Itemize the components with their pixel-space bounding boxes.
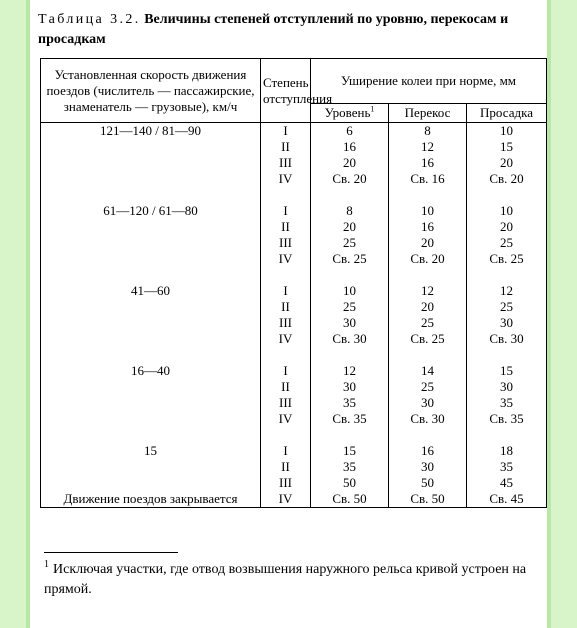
degree-cell: II (261, 459, 311, 475)
degree-cell: IV (261, 491, 311, 508)
speed-cell: 121—140 / 81—90 (41, 123, 261, 140)
footnote-mark: 1 (44, 559, 49, 571)
speed-cell (41, 379, 261, 395)
table-row (41, 219, 547, 235)
level-cell: 35 (311, 459, 389, 475)
spacer-cell (389, 267, 467, 283)
spacer-cell (389, 347, 467, 363)
header-skew: Перекос (389, 104, 467, 123)
spacer-cell (41, 267, 261, 283)
level-cell: Св. 20 (311, 171, 389, 187)
degree-cell: III (261, 235, 311, 251)
speed-cell (41, 299, 261, 315)
skew-cell: 25 (389, 379, 467, 395)
spacer-cell (261, 347, 311, 363)
skew-cell: 30 (389, 459, 467, 475)
table-row (41, 123, 547, 140)
sag-cell: 45 (467, 475, 547, 491)
header-widening: Уширение колеи при норме, мм (311, 59, 547, 104)
speed-cell (41, 459, 261, 475)
degree-cell: III (261, 475, 311, 491)
group-spacer (41, 347, 547, 363)
skew-cell: 8 (389, 123, 467, 140)
skew-cell: 10 (389, 203, 467, 219)
speed-cell (41, 219, 261, 235)
level-cell: 10 (311, 283, 389, 299)
table-label: Таблица 3.2. (38, 12, 141, 27)
table-row (41, 331, 547, 347)
spacer-cell (389, 187, 467, 203)
level-cell: 20 (311, 219, 389, 235)
speed-cell: 16—40 (41, 363, 261, 379)
speed-cell (41, 395, 261, 411)
table-row (41, 491, 547, 508)
sag-cell: 20 (467, 155, 547, 171)
level-cell: Св. 50 (311, 491, 389, 508)
sag-cell: 35 (467, 459, 547, 475)
group-spacer (41, 267, 547, 283)
level-cell: Св. 25 (311, 251, 389, 267)
group-spacer (41, 187, 547, 203)
sag-cell: 20 (467, 219, 547, 235)
degree-cell: I (261, 123, 311, 140)
speed-cell (41, 411, 261, 427)
degree-cell: I (261, 283, 311, 299)
table-row (41, 299, 547, 315)
spacer-cell (311, 427, 389, 443)
speed-cell (41, 139, 261, 155)
skew-cell: 30 (389, 395, 467, 411)
spacer-cell (311, 267, 389, 283)
skew-cell: 12 (389, 283, 467, 299)
spacer-cell (389, 427, 467, 443)
spacer-cell (261, 427, 311, 443)
spacer-cell (467, 427, 547, 443)
table-row (41, 395, 547, 411)
speed-cell: 15 (41, 443, 261, 459)
level-cell: 30 (311, 315, 389, 331)
degree-cell: II (261, 219, 311, 235)
spacer-cell (261, 187, 311, 203)
spacer-cell (311, 187, 389, 203)
degree-cell: I (261, 363, 311, 379)
sag-cell: 30 (467, 315, 547, 331)
table-row (41, 139, 547, 155)
sag-cell: Св. 20 (467, 171, 547, 187)
degree-cell: III (261, 155, 311, 171)
skew-cell: Св. 20 (389, 251, 467, 267)
skew-cell: Св. 16 (389, 171, 467, 187)
level-cell: 50 (311, 475, 389, 491)
header-sag: Просадка (467, 104, 547, 123)
degree-cell: II (261, 379, 311, 395)
spacer-cell (467, 187, 547, 203)
speed-cell (41, 475, 261, 491)
table-row (41, 155, 547, 171)
speed-cell (41, 331, 261, 347)
level-cell: 12 (311, 363, 389, 379)
skew-cell: 50 (389, 475, 467, 491)
table-row (41, 283, 547, 299)
degree-cell: IV (261, 171, 311, 187)
table-row (41, 443, 547, 459)
skew-cell: Св. 50 (389, 491, 467, 508)
skew-cell: 20 (389, 299, 467, 315)
sag-cell: 15 (467, 363, 547, 379)
level-cell: Св. 35 (311, 411, 389, 427)
degree-cell: IV (261, 411, 311, 427)
footnote-divider (44, 552, 178, 553)
level-cell: 8 (311, 203, 389, 219)
sag-cell: Св. 30 (467, 331, 547, 347)
speed-cell (41, 171, 261, 187)
header-level: Уровень$^1$ (311, 104, 389, 123)
spacer-cell (311, 347, 389, 363)
table-row (41, 475, 547, 491)
level-cell: 25 (311, 299, 389, 315)
table-row (41, 251, 547, 267)
skew-cell: 16 (389, 219, 467, 235)
sag-cell: 25 (467, 299, 547, 315)
skew-cell: 12 (389, 139, 467, 155)
skew-cell: 16 (389, 155, 467, 171)
speed-cell (41, 155, 261, 171)
table-row (41, 315, 547, 331)
table-row (41, 411, 547, 427)
speed-cell: 41—60 (41, 283, 261, 299)
level-cell: 15 (311, 443, 389, 459)
sag-cell: 18 (467, 443, 547, 459)
footnote (44, 560, 549, 600)
sag-cell: 10 (467, 203, 547, 219)
level-cell: 30 (311, 379, 389, 395)
skew-cell: 14 (389, 363, 467, 379)
sag-cell: 10 (467, 123, 547, 140)
spacer-cell (467, 267, 547, 283)
speed-cell (41, 315, 261, 331)
sag-cell: 35 (467, 395, 547, 411)
table-row (41, 235, 547, 251)
degree-cell: IV (261, 331, 311, 347)
skew-cell: Св. 25 (389, 331, 467, 347)
level-cell: 25 (311, 235, 389, 251)
sag-cell: Св. 35 (467, 411, 547, 427)
header-degree: Степень отступления (261, 59, 311, 123)
sag-cell: 25 (467, 235, 547, 251)
sag-cell: 12 (467, 283, 547, 299)
degree-cell: IV (261, 251, 311, 267)
table-body (41, 123, 547, 508)
sag-cell: Св. 45 (467, 491, 547, 508)
table-title: Величины степеней отступлений по уровню, перекосам и просадкам (38, 12, 509, 47)
skew-cell: 16 (389, 443, 467, 459)
table-caption (38, 10, 548, 50)
spacer-cell (41, 187, 261, 203)
level-cell: 16 (311, 139, 389, 155)
table-row (41, 379, 547, 395)
table-row (41, 171, 547, 187)
spacer-cell (467, 347, 547, 363)
sag-cell: 15 (467, 139, 547, 155)
degree-cell: III (261, 395, 311, 411)
table-row (41, 459, 547, 475)
level-cell: 20 (311, 155, 389, 171)
skew-cell: Св. 30 (389, 411, 467, 427)
header-level-footnote-mark: 1 (370, 104, 375, 114)
speed-cell (41, 251, 261, 267)
sag-cell: 30 (467, 379, 547, 395)
group-spacer (41, 427, 547, 443)
spacer-cell (41, 347, 261, 363)
speed-cell: Движение поездов закрывается (41, 491, 261, 508)
level-cell: 6 (311, 123, 389, 140)
table-row (41, 363, 547, 379)
speed-cell: 61—120 / 61—80 (41, 203, 261, 219)
skew-cell: 20 (389, 235, 467, 251)
spacer-cell (261, 267, 311, 283)
skew-cell: 25 (389, 315, 467, 331)
level-cell: Св. 30 (311, 331, 389, 347)
header-speed: Установленная скорость движения поездов (числитель — пассажирские, знаменатель — грузовые), км/ч (41, 59, 261, 123)
level-cell: 35 (311, 395, 389, 411)
degree-cell: III (261, 315, 311, 331)
degree-cell: I (261, 443, 311, 459)
footnote-text: Исключая участки, где отвод возвышения наружного рельса кривой устроен на прямой. (44, 562, 527, 597)
spacer-cell (41, 427, 261, 443)
sag-cell: Св. 25 (467, 251, 547, 267)
degree-cell: II (261, 139, 311, 155)
table-row (41, 203, 547, 219)
degree-cell: I (261, 203, 311, 219)
speed-cell (41, 235, 261, 251)
deviation-table (40, 58, 547, 508)
degree-cell: II (261, 299, 311, 315)
